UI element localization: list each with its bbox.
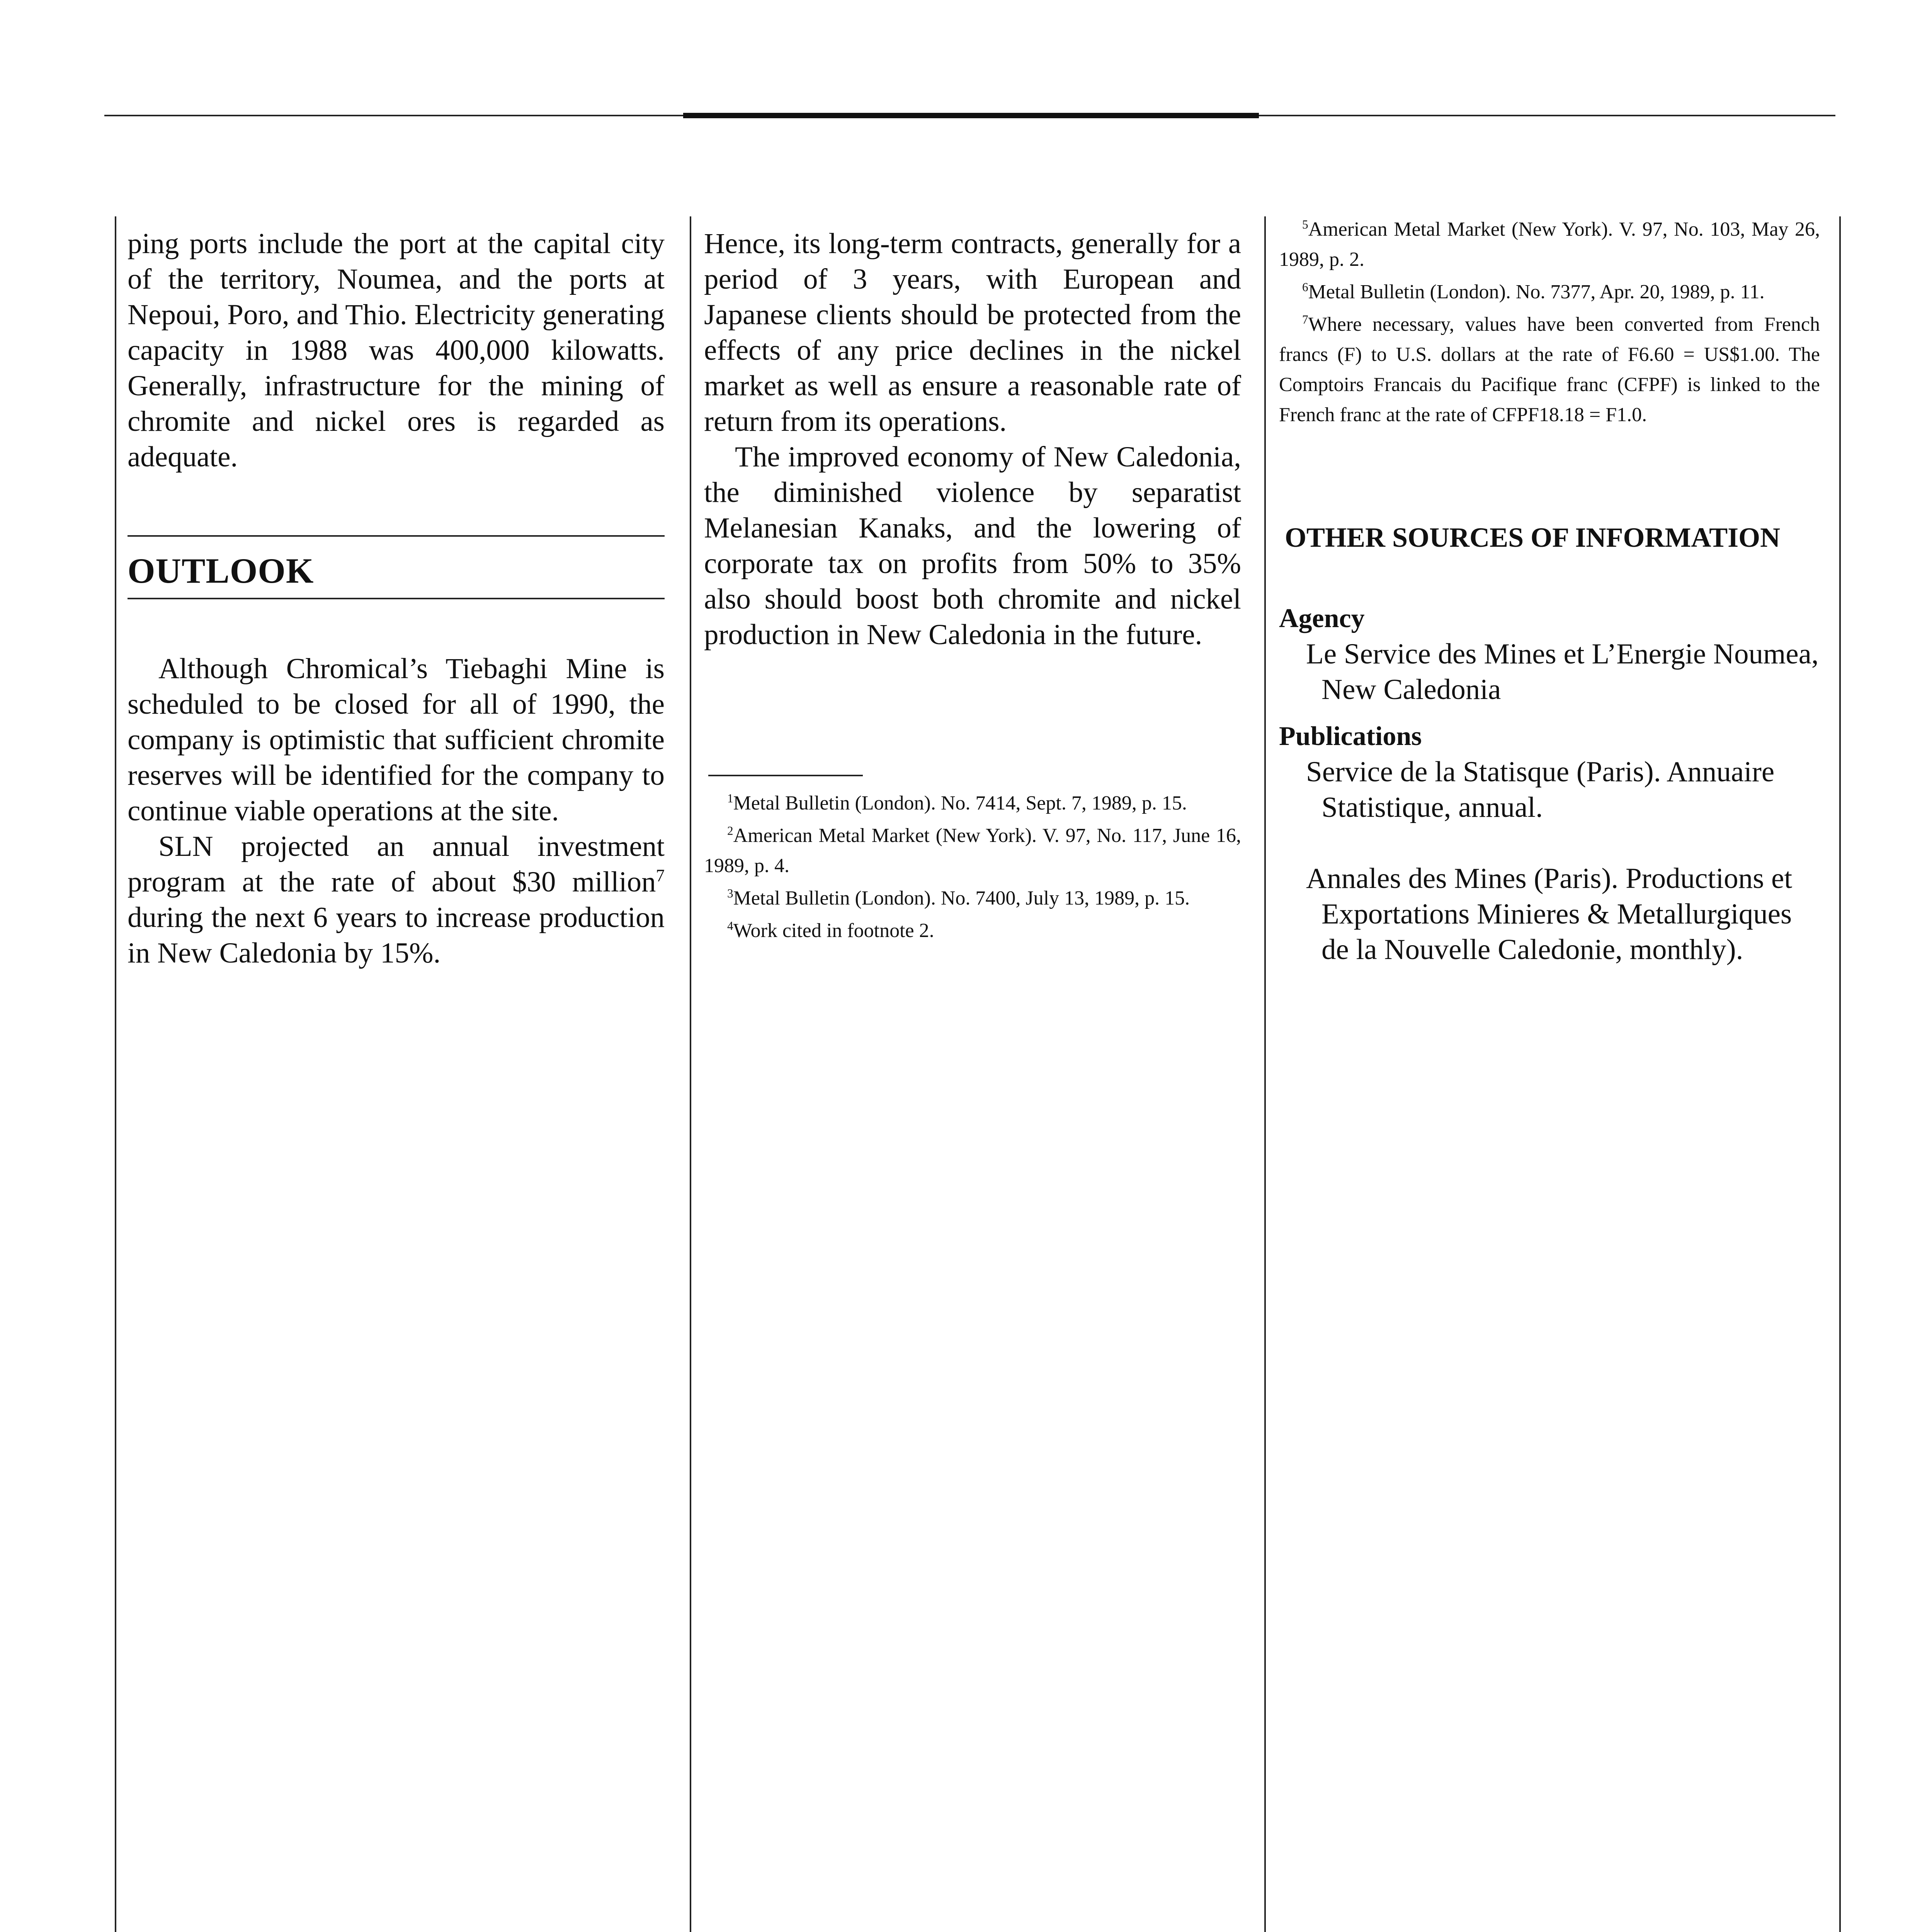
footnote-ref-7: 7 (656, 866, 665, 885)
column-divider-2 (1264, 216, 1266, 1932)
footnote-text: Metal Bulletin (London). No. 7414, Sept. 7, 1989, p. 15. (733, 792, 1187, 814)
footnote-text: American Metal Market (New York). V. 97, No. 103, May 26, 1989, p. 2. (1279, 218, 1820, 270)
section-rule-bottom (128, 598, 665, 599)
agency-entry: Le Service des Mines et L’Energie Noumea, New Caledonia (1306, 638, 1819, 706)
column-2-body (704, 226, 1241, 653)
paragraph-economy: The improved economy of New Caledonia, the diminished violence by separatist Melanesian Kanaks, and the lowering of corporate tax on profits from 50% to 35% also should boost both chromite and nickel production in New Caledonia in the future. (704, 441, 1241, 651)
footnote-text: Work cited in footnote 2. (733, 920, 934, 942)
column-divider-right (1839, 216, 1841, 1932)
publication-2: Annales des Mines (Paris). Productions et Exportations Minieres & Metallurgiques de la Nouvelle Caledonie, monthly). (1306, 862, 1793, 966)
section-title: OUTLOOK (128, 551, 314, 590)
column-divider-1 (690, 216, 691, 1932)
publication-1: Service de la Statisque (Paris). Annuaire Statistique, annual. (1306, 756, 1775, 823)
footnote-rule (708, 775, 863, 776)
footnote-2 (704, 821, 1241, 881)
top-rule-accent (683, 113, 1259, 118)
footnote-text: American Metal Market (New York). V. 97, No. 117, June 16, 1989, p. 4. (704, 825, 1241, 877)
footnote-text: Where necessary, values have been converted from French francs (F) to U.S. dollars at the rate of F6.60 = US$1.00. The Comptoirs Francais du Pacifique franc (CFPF) is linked to the French franc at the rate of CFPF18.18 = F1.0. (1279, 313, 1820, 426)
footnote-number: 4 (727, 919, 733, 933)
agency-block (1279, 601, 1820, 707)
footnote-3 (704, 883, 1241, 913)
footnote-number: 7 (1302, 313, 1308, 327)
paragraph-sln-part-a: SLN projected an annual investment program at the rate of about $30 million (128, 830, 665, 898)
footnote-4 (704, 916, 1241, 946)
footnote-5 (1279, 214, 1820, 275)
other-sources-title: OTHER SOURCES OF INFORMATION (1285, 522, 1781, 553)
paragraph-sln-part-b: during the next 6 years to increase production in New Caledonia by 15%. (128, 901, 665, 969)
footnote-number: 3 (727, 886, 733, 900)
column-divider-left (115, 216, 116, 1932)
footnote-number: 6 (1302, 280, 1308, 294)
publications-block (1279, 719, 1820, 968)
agency-label: Agency (1279, 604, 1365, 633)
column-3-footnotes (1279, 214, 1820, 432)
paragraph-tiebaghi: Although Chromical’s Tiebaghi Mine is scheduled to be closed for all of 1990, the company is optimistic that sufficient chromite reserves will be identified for the company to continue viable operations at the site. (128, 653, 665, 827)
paragraph-ports: ping ports include the port at the capital city of the territory, Noumea, and the ports at Nepoui, Poro, and Thio. Electricity generating capacity in 1988 was 400,000 kilowatts. Generally, infrastructure for the mining of chromite and nickel ores is regarded as adequate. (128, 228, 665, 473)
footnote-number: 1 (727, 791, 733, 805)
publications-label: Publications (1279, 721, 1422, 751)
footnote-7 (1279, 310, 1820, 430)
column-1-top (128, 226, 665, 475)
footnote-6 (1279, 277, 1820, 307)
footnote-number: 2 (727, 824, 733, 838)
footnote-1 (704, 788, 1241, 818)
footnote-text: Metal Bulletin (London). No. 7400, July 13, 1989, p. 15. (733, 887, 1190, 909)
paragraph-sln (128, 829, 665, 971)
outlook-section-header (128, 535, 665, 599)
footnote-text: Metal Bulletin (London). No. 7377, Apr. 20, 1989, p. 11. (1308, 281, 1765, 303)
column-2-footnotes (704, 788, 1241, 948)
column-1-outlook (128, 651, 665, 971)
footnote-number: 5 (1302, 218, 1308, 231)
paragraph-contracts: Hence, its long-term contracts, generally for a period of 3 years, with European and Japanese clients should be protected from the effects of any price declines in the nickel market as well as ensure a reasonable rate of return from its operations. (704, 228, 1241, 437)
